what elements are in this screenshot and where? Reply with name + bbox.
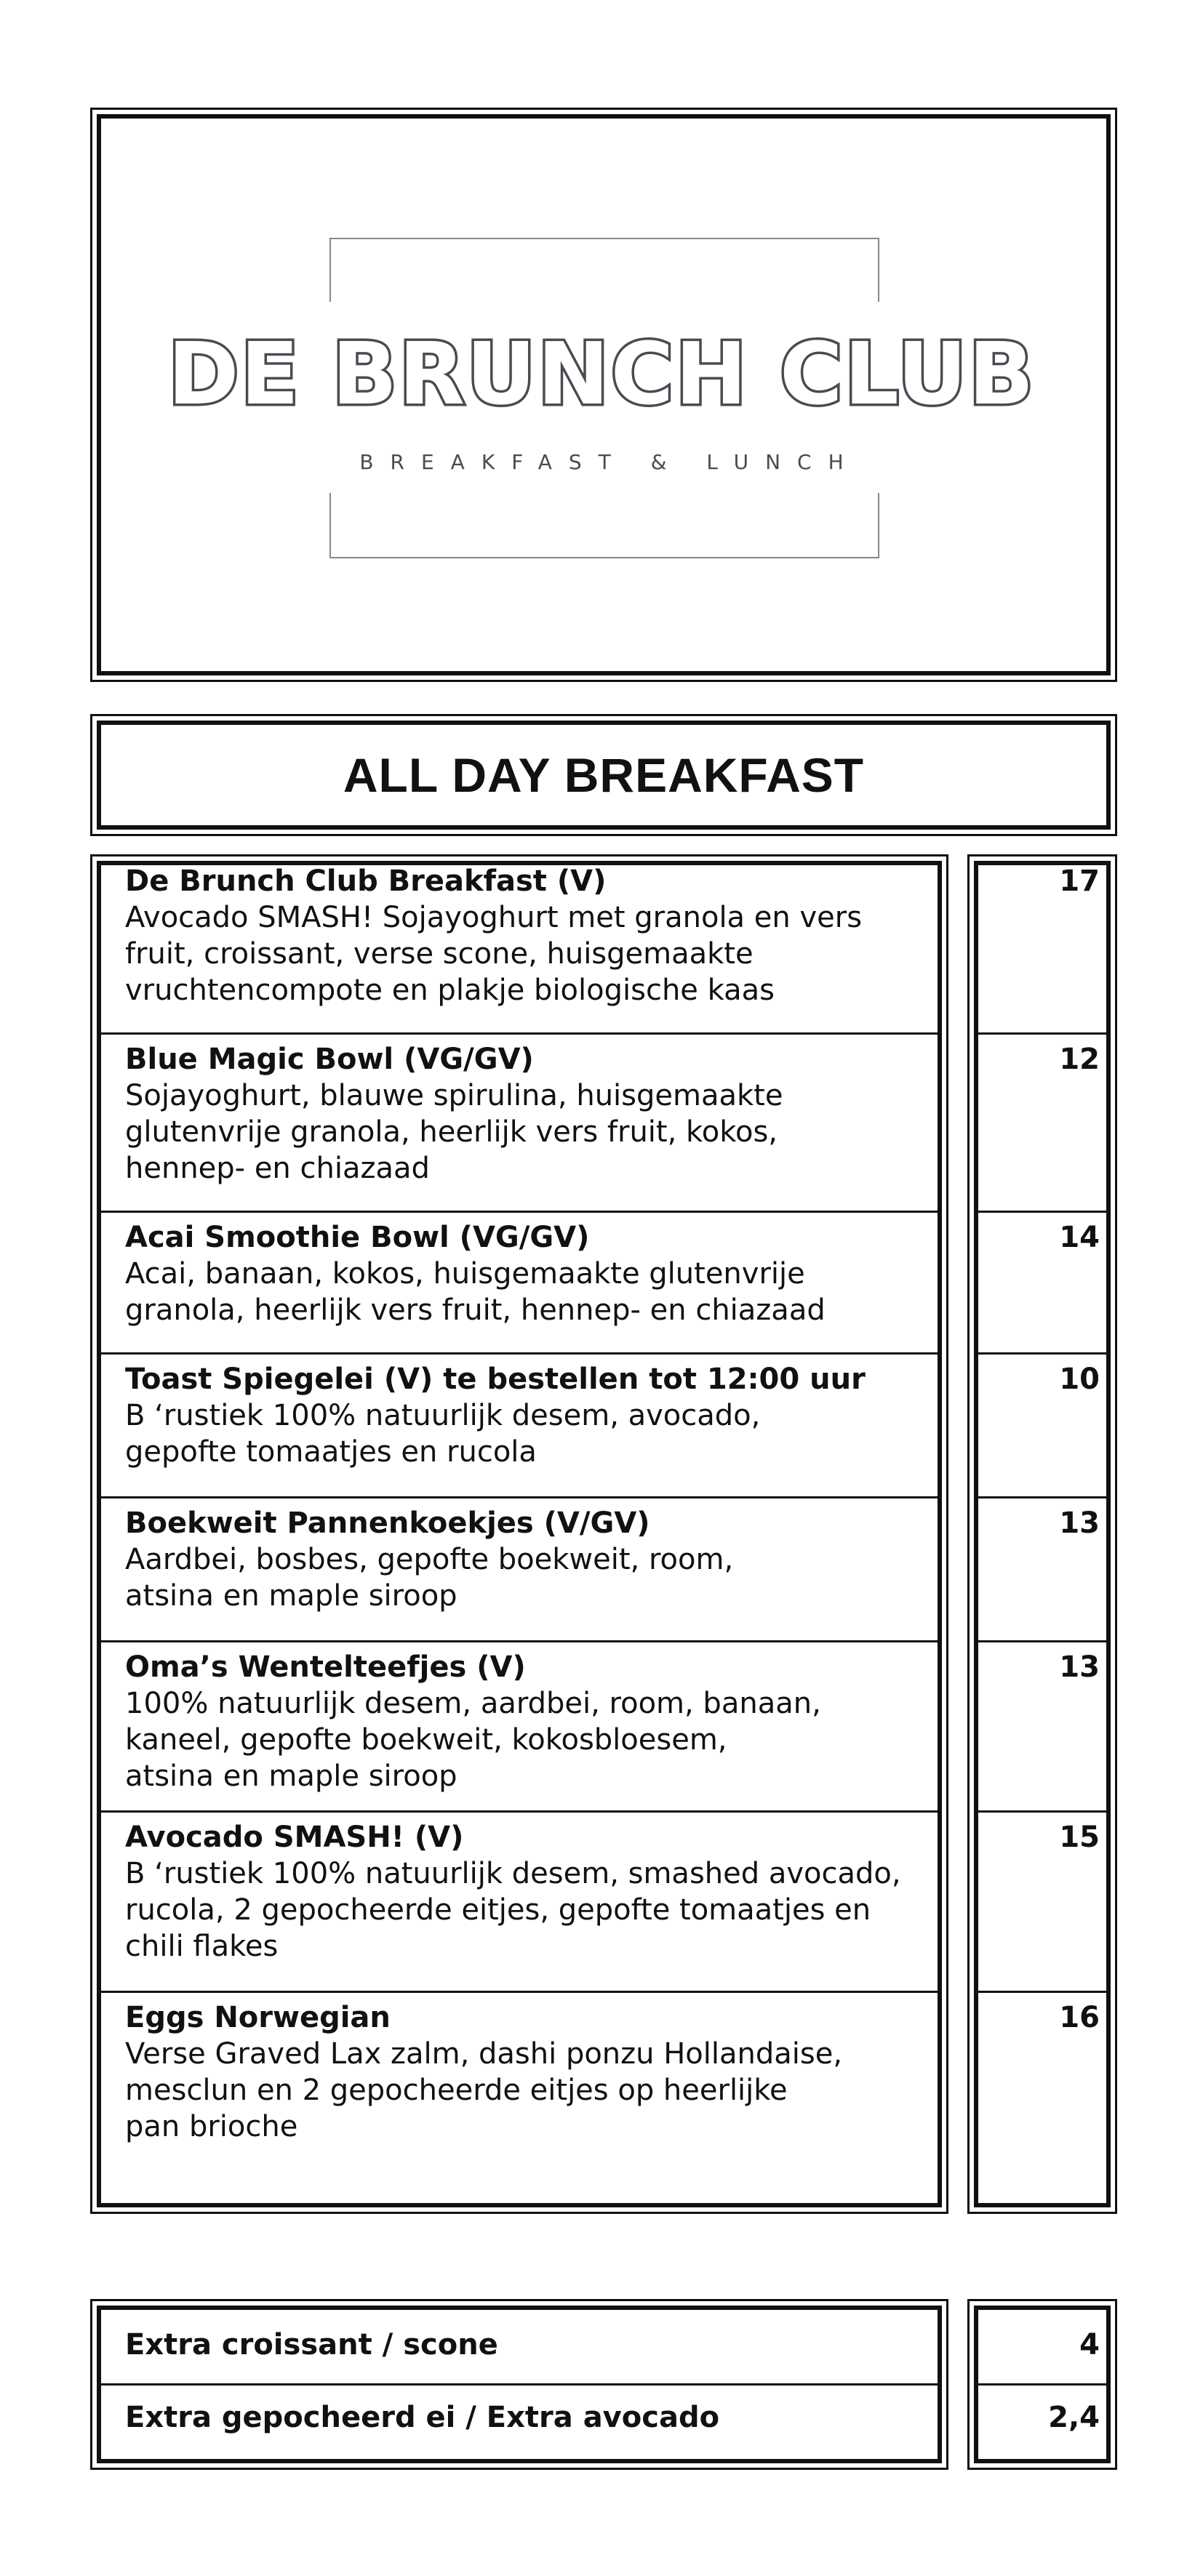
row-divider [97, 1640, 942, 1642]
item-price: 12 [1059, 1043, 1100, 1076]
item-name: Blue Magic Bowl (VG/GV) [125, 1043, 534, 1076]
item-price: 16 [1059, 2001, 1100, 2034]
item-name: Oma’s Wentelteefjes (V) [125, 1650, 526, 1684]
menu-item [125, 1505, 932, 1614]
logo-frame-bottom [329, 493, 879, 558]
section-title: ALL DAY BREAKFAST [343, 748, 865, 802]
item-price: 14 [1059, 1221, 1100, 1254]
item-description: Sojayoghurt, blauwe spirulina, huisgemaakte glutenvrije granola, heerlijk vers fruit, kokos, hennep- en chiazaad [125, 1079, 783, 1185]
row-divider [974, 1991, 1111, 1993]
logo-title: DE BRUNCH CLUB [167, 324, 1036, 424]
menu-item [125, 1361, 932, 1470]
row-divider [97, 1496, 942, 1498]
item-description: Avocado SMASH! Sojayoghurt met granola en vers fruit, croissant, verse scone, huisgemaakte vruchtencompote en plakje biologische kaas [125, 901, 863, 1007]
item-name: De Brunch Club Breakfast (V) [125, 864, 607, 898]
item-price: 15 [1059, 1821, 1100, 1854]
logo-subtitle: BREAKFAST & LUNCH [359, 450, 860, 474]
item-price: 17 [1059, 864, 1100, 898]
menu-item [125, 1819, 932, 1965]
item-description: 100% natuurlijk desem, aardbei, room, banaan, kaneel, gepofte boekweit, kokosbloesem, atsina en maple siroop [125, 1687, 821, 1793]
item-description: Aardbei, bosbes, gepofte boekweit, room, atsina en maple siroop [125, 1543, 734, 1613]
row-divider [97, 1352, 942, 1355]
extra-item-name: Extra gepocheerd ei / Extra avocado [125, 2401, 720, 2434]
item-description: Verse Graved Lax zalm, dashi ponzu Hollandaise, mesclun en 2 gepocheerde eitjes op heerlijke pan brioche [125, 2037, 843, 2143]
item-name: Avocado SMASH! (V) [125, 1821, 464, 1854]
row-divider [97, 1211, 942, 1213]
menu-item [125, 1999, 932, 2145]
row-divider [974, 1211, 1111, 1213]
item-name: Toast Spiegelei (V) te bestellen tot 12:00 uur [125, 1363, 866, 1396]
row-divider [974, 1496, 1111, 1498]
row-divider [974, 1352, 1111, 1355]
item-name: Acai Smoothie Bowl (VG/GV) [125, 1221, 590, 1254]
extra-item-name: Extra croissant / scone [125, 2328, 498, 2362]
logo-frame-top [329, 238, 879, 302]
menu-item [125, 863, 932, 1008]
item-name: Eggs Norwegian [125, 2001, 391, 2034]
item-description: Acai, banaan, kokos, huisgemaakte glutenvrije granola, heerlijk vers fruit, hennep- en chiazaad [125, 1257, 826, 1327]
row-divider [974, 1640, 1111, 1642]
extra-item-price: 2,4 [1048, 2401, 1100, 2434]
row-divider [97, 1810, 942, 1813]
row-divider [974, 1032, 1111, 1035]
menu-item [125, 1041, 932, 1187]
row-divider [97, 2383, 942, 2386]
menu-item [125, 1649, 932, 1794]
item-price: 13 [1059, 1506, 1100, 1540]
row-divider [97, 1991, 942, 1993]
item-name: Boekweit Pannenkoekjes (V/GV) [125, 1506, 650, 1540]
item-description: B ‘rustiek 100% natuurlijk desem, smashed avocado, rucola, 2 gepocheerde eitjes, gepofte tomaatjes en chili flakes [125, 1857, 901, 1963]
item-description: B ‘rustiek 100% natuurlijk desem, avocado, gepofte tomaatjes en rucola [125, 1399, 761, 1469]
row-divider [97, 1032, 942, 1035]
extra-item-price: 4 [1079, 2328, 1100, 2362]
menu-item [125, 1219, 932, 1328]
row-divider [974, 2383, 1111, 2386]
item-price: 10 [1059, 1363, 1100, 1396]
row-divider [974, 1810, 1111, 1813]
item-price: 13 [1059, 1650, 1100, 1684]
